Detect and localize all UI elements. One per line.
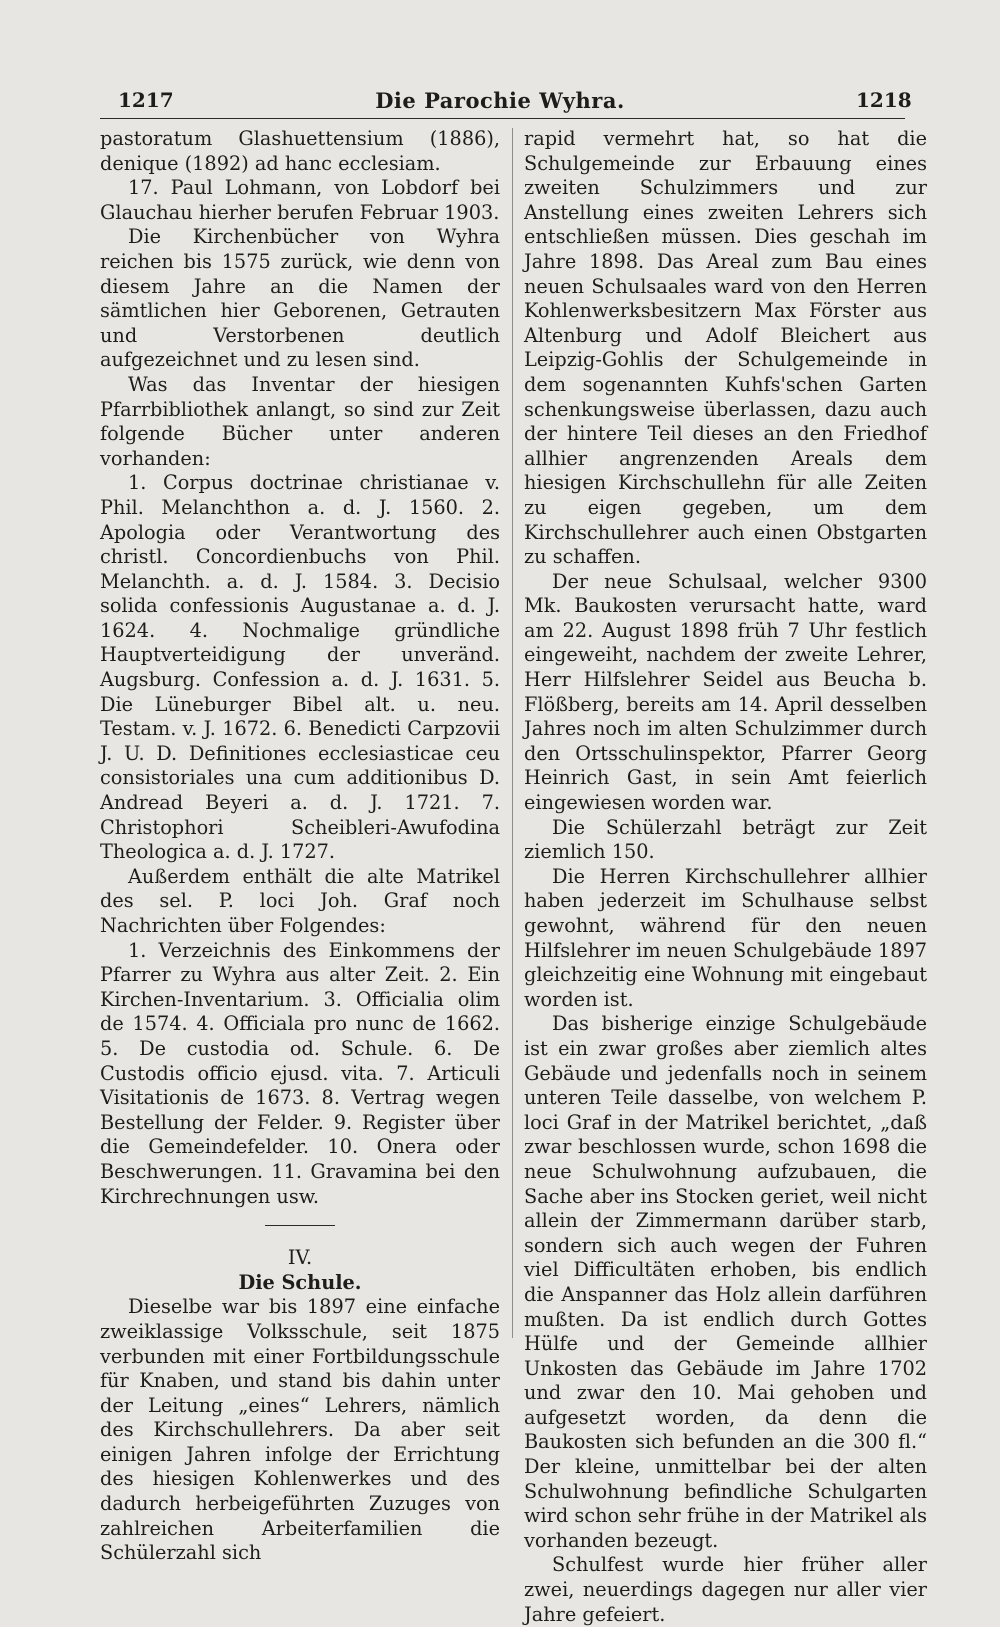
paragraph: Das bisherige einzige Schulgebäude ist ein zwar großes aber ziemlich altes Gebäude und jedenfalls noch in seinem unteren Teile dasselbe, von welchem P. loci Graf in der Matrikel berichtet, „daß zwar beschlossen wurde, schon 1698 die neue Schulwohnung aufzubauen, die Sache aber ins Stocken geriet, weil nicht allein der Zimmermann darüber starb, sondern sich auch wegen der Fuhren viel Difficultäten erhoben, bis endlich die Anspanner das Holz allein darführen mußten. Da ist endlich durch Gottes Hülfe und der Gemeinde allhier Unkosten das Gebäude im Jahre 1702 und zwar den 10. Mai gehoben und aufgesetzt worden, da denn die Baukosten sich befunden an die 300 fl.“ Der kleine, unmittelbar bei der alten Schulwohnung befindliche Schulgarten wird schon sehr frühe in der Matrikel als vorhanden bezeugt. <box>524 1012 927 1552</box>
section-number: IV. <box>287 1246 313 1270</box>
section-title: Die Schule. <box>238 1270 362 1294</box>
book-list: 1. Corpus doctrinae christianae v. Phil. Melanchthon a. d. J. 1560. 2. Apologia oder Verantwortung des christl. Concordienbuchs von Phil. Melanchth. a. d. J. 1584. 3. Decisio solida confessionis Augustanae a. d. J. 1624. 4. Nochmalige gründliche Hauptverteidigung der unveränd. Augsburg. Confession a. d. J. 1631. 5. Die Lüneburger Bibel alt. u. neu. Testam. v. J. 1672. 6. Benedicti Carpzovii J. U. D. Definitiones ecclesiasticae ceu consistoriales una cum additionibus D. Andread Beyeri a. d. J. 1721. 7. Christophori Scheibleri-Awufodina Theologica a. d. J. 1727. <box>100 471 500 864</box>
running-title: Die Parochie Wyhra. <box>375 88 625 113</box>
paragraph: Der neue Schulsaal, welcher 9300 Mk. Baukosten verursacht hatte, ward am 22. August 1898 früh 7 Uhr festlich eingeweiht, nachdem der zweite Lehrer, Herr Hilfslehrer Seidel aus Beucha b. Flößberg, bereits am 14. April desselben Jahres noch im alten Schulzimmer durch den Ortsschulinspektor, Pfarrer Georg Heinrich Gast, in sein Amt feierlich eingewiesen worden war. <box>524 569 927 815</box>
matrikel-list: 1. Verzeichnis des Einkommens der Pfarrer zu Wyhra aus alter Zeit. 2. Ein Kirchen-Inventarium. 3. Officialia olim de 1574. 4. Officiala pro nunc de 1662. 5. De custodia od. Schule. 6. De Custodis officio ejusd. vita. 7. Articuli Visitationis de 1673. 8. Vertrag wegen Bestellung der Felder. 9. Register über die Gemeindefelder. 10. Onera oder Beschwerungen. 11. Gravamina bei den Kirchrechnungen usw. <box>100 938 500 1208</box>
paragraph: Dieselbe war bis 1897 eine einfache zweiklassige Volksschule, seit 1875 verbunden mit einer Fortbildungsschule für Knaben, und stand bis dahin unter der Leitung „eines“ Lehrers, nämlich des Kirchschullehrers. Da aber seit einigen Jahren infolge der Errichtung des hiesigen Kohlenwerkes und des dadurch herbeigeführten Zuzuges von zahlreichen Arbeiterfamilien die Schülerzahl sich <box>100 1295 500 1565</box>
header-rule <box>100 118 905 119</box>
section-rule <box>265 1225 335 1226</box>
right-page-number: 1218 <box>856 88 912 112</box>
column-separator <box>512 128 513 1338</box>
left-column <box>100 127 500 1566</box>
paragraph: Was das Inventar der hiesigen Pfarrbibliothek anlangt, so sind zur Zeit folgende Bücher unter anderen vorhanden: <box>100 372 500 470</box>
paragraph: rapid vermehrt hat, so hat die Schulgemeinde zur Erbauung eines zweiten Schulzimmers und zur Anstellung eines zweiten Lehrers sich entschließen müssen. Dies geschah im Jahre 1898. Das Areal zum Bau eines neuen Schulsaales ward von den Herren Kohlenwerksbesitzern Max Förster aus Altenburg und Adolf Bleichert aus Leipzig-Gohlis der Schulgemeinde in dem sogenannten Kuhfs'schen Garten schenkungsweise überlassen, dazu auch der hintere Teil dieses an den Friedhof allhier angrenzenden Areals dem hiesigen Kirchschullehn für alle Zeiten zu eigen gegeben, um dem Kirchschullehrer auch einen Obstgarten zu schaffen. <box>524 127 927 569</box>
paragraph: pastoratum Glashuettensium (1886), denique (1892) ad hanc ecclesiam. <box>100 127 500 175</box>
paragraph: Die Kirchenbücher von Wyhra reichen bis 1575 zurück, wie denn von diesem Jahre an die Namen der sämtlichen hier Geborenen, Getrauten und Verstorbenen deutlich aufgezeichnet und zu lesen sind. <box>100 225 500 372</box>
paragraph: Die Herren Kirchschullehrer allhier haben jederzeit im Schulhause selbst gewohnt, während für den neuen Hilfslehrer im neuen Schulgebäude 1897 gleichzeitig eine Wohnung mit eingebaut worden ist. <box>524 864 927 1011</box>
paragraph: 17. Paul Lohmann, von Lobdorf bei Glauchau hierher berufen Februar 1903. <box>100 176 500 224</box>
right-column <box>524 127 927 1627</box>
paragraph: Schulfest wurde hier früher aller zwei, neuerdings dagegen nur aller vier Jahre gefeiert. <box>524 1553 927 1626</box>
left-page-number: 1217 <box>118 88 174 112</box>
paragraph: Außerdem enthält die alte Matrikel des sel. P. loci Joh. Graf noch Nachrichten über Folgendes: <box>100 864 500 937</box>
paragraph: Die Schülerzahl beträgt zur Zeit ziemlich 150. <box>524 815 927 864</box>
